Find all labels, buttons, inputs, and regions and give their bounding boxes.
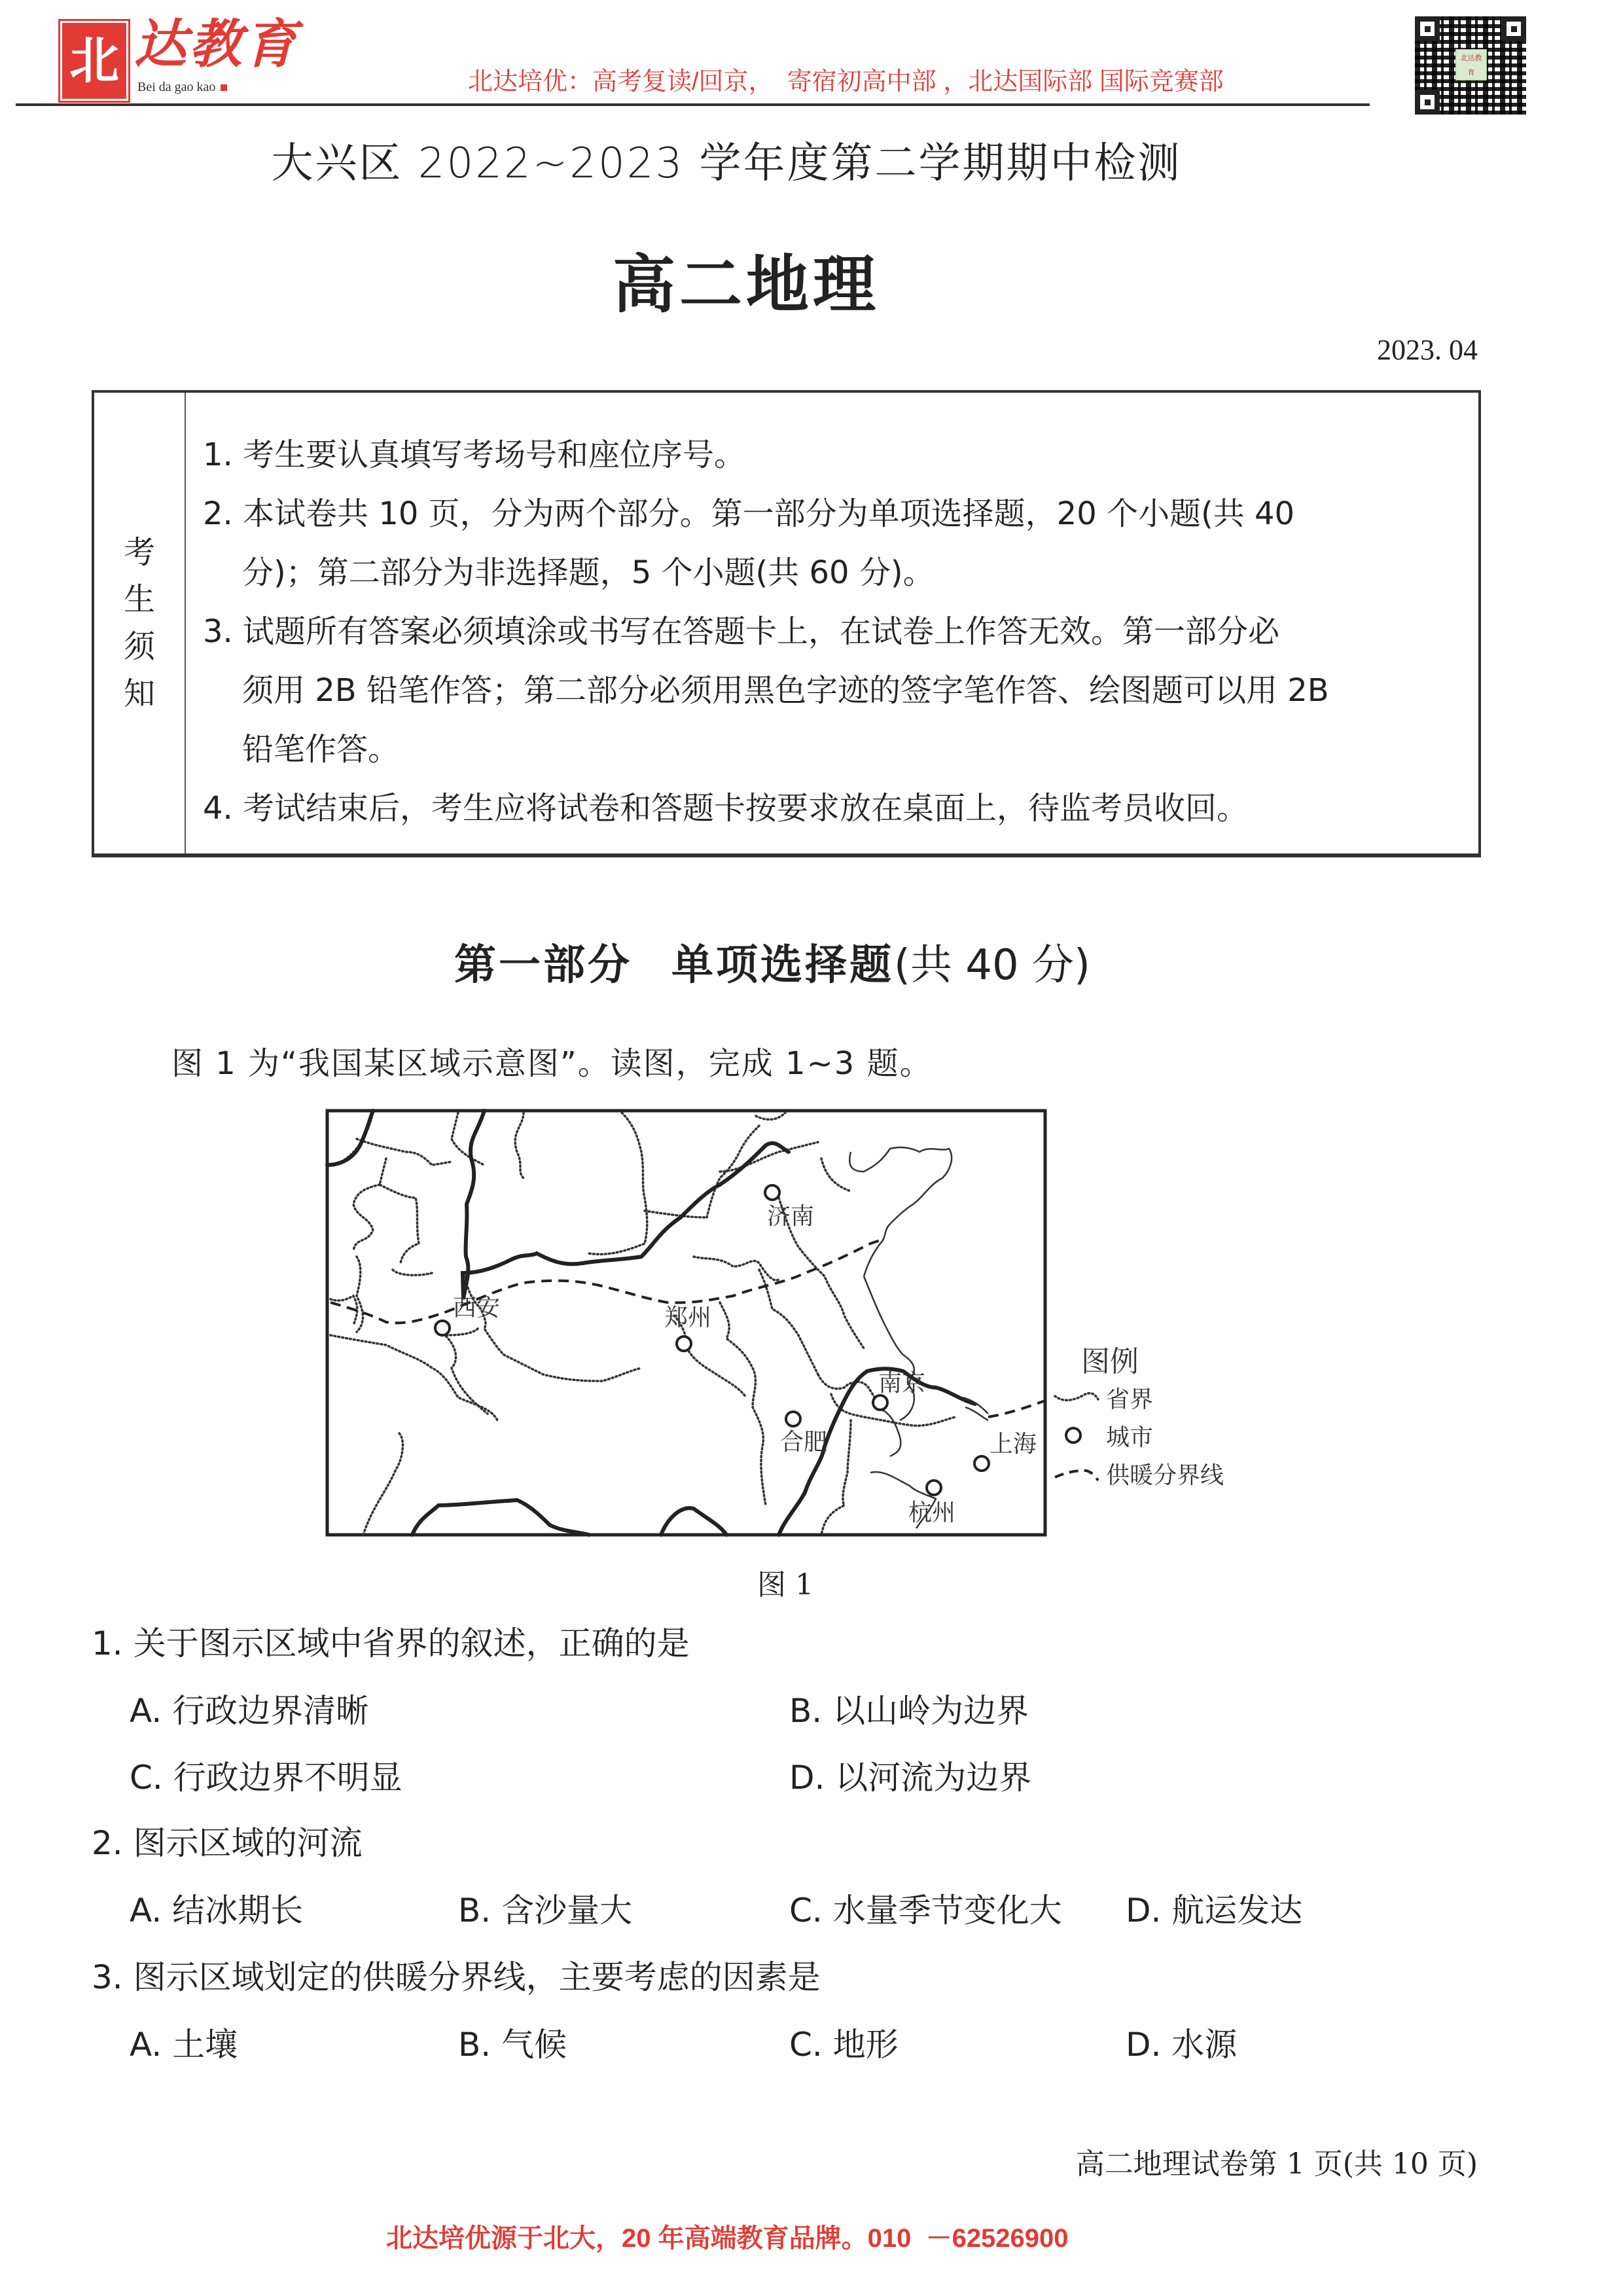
logo-text: 达教育	[134, 13, 299, 75]
city-label-shanghai: 上海	[990, 1431, 1037, 1458]
notice-label-char: 知	[123, 675, 155, 712]
notice-item-4: 4. 考试结束后，考生应将试卷和答题卡按要求放在桌面上，待监考员收回。	[203, 790, 1249, 827]
question-1-stem: 1. 关于图示区域中省界的叙述，正确的是	[92, 1624, 690, 1662]
city-label-zhengzhou: 郑州	[664, 1304, 712, 1331]
notice-box	[92, 390, 1481, 857]
notice-item-1: 1. 考生要认真填写考场号和座位序号。	[203, 437, 746, 473]
logo-dot-icon	[221, 84, 227, 91]
logo-subtitle-text: Bei da gao kao	[137, 80, 216, 94]
legend-title: 图例	[1081, 1345, 1139, 1378]
qr-center-logo: 北达教育	[1455, 49, 1487, 81]
legend-province-border: 省界	[1106, 1386, 1154, 1413]
city-label-xian: 西安	[453, 1295, 501, 1321]
question-intro: 图 1 为“我国某区域示意图”。读图，完成 1~3 题。	[171, 1045, 933, 1082]
notice-item-3-cont: 铅笔作答。	[242, 731, 400, 768]
notice-item-3: 3. 试题所有答案必须填涂或书写在答题卡上，在试卷上作答无效。第一部分必	[203, 613, 1280, 650]
city-marker-nanjing	[873, 1395, 887, 1410]
section-part: 第一部分	[454, 941, 632, 990]
city-marker-jinan	[765, 1185, 779, 1200]
section-type: 单项选择题	[671, 941, 894, 990]
question-1-option-b[interactable]: B. 以山岭为边界	[789, 1692, 1029, 1730]
exam-date: 2023. 04	[1377, 334, 1478, 366]
question-2-stem: 2. 图示区域的河流	[92, 1824, 363, 1862]
legend-heating-boundary: 供暖分界线	[1106, 1462, 1224, 1489]
city-label-jinan: 济南	[767, 1203, 815, 1230]
legend-city: 城市	[1106, 1424, 1154, 1451]
question-3-option-a[interactable]: A. 土壤	[130, 2026, 238, 2064]
question-3-stem: 3. 图示区域划定的供暖分界线，主要考虑的因素是	[92, 1958, 821, 1996]
notice-body	[203, 425, 1463, 838]
legend-heating-line-icon	[1055, 1471, 1098, 1480]
notice-label-char: 须	[123, 628, 155, 665]
city-label-nanjing: 南京	[878, 1370, 926, 1397]
city-marker-zhengzhou	[677, 1336, 691, 1351]
question-1-option-d[interactable]: D. 以河流为边界	[789, 1759, 1032, 1797]
question-2-option-c[interactable]: C. 水量季节变化大	[789, 1892, 1062, 1929]
qr-code-icon	[1415, 16, 1526, 115]
exam-title-text: 大兴区 2022~2023 学年度第二学期期中检测	[271, 139, 1182, 188]
legend-province-border-icon	[1055, 1393, 1098, 1401]
question-1-option-a[interactable]: A. 行政边界清晰	[130, 1692, 369, 1730]
question-3-option-c[interactable]: C. 地形	[789, 2026, 899, 2064]
city-label-hangzhou: 杭州	[908, 1499, 956, 1526]
page-number: 高二地理试卷第 1 页(共 10 页)	[1075, 2147, 1478, 2181]
city-marker-xian	[435, 1321, 450, 1335]
figure-caption: 图 1	[757, 1568, 813, 1602]
header-slogan: 北达培优：高考复读/回京， 寄宿初高中部 ，北达国际部 国际竞赛部	[468, 68, 1224, 96]
city-label-hefei: 合肥	[780, 1429, 828, 1456]
map-legend	[1055, 1345, 1224, 1489]
question-1-option-c[interactable]: C. 行政边界不明显	[130, 1759, 402, 1797]
question-2-option-d[interactable]: D. 航运发达	[1126, 1892, 1303, 1929]
exam-title	[0, 137, 1623, 190]
qr-finder-icon	[1501, 16, 1526, 41]
notice-item-2: 2. 本试卷共 10 页，分为两个部分。第一部分为单项选择题，20 个小题(共 40	[203, 495, 1295, 532]
question-3-option-b[interactable]: B. 气候	[458, 2026, 567, 2064]
logo-subtitle	[137, 79, 227, 96]
notice-label-char: 生	[123, 581, 155, 618]
notice-label-char: 考	[123, 534, 155, 571]
question-3-option-d[interactable]: D. 水源	[1126, 2026, 1238, 2064]
footer-advert: 北达培优源于北大，20 年高端教育品牌。010 －62526900	[386, 2224, 1069, 2253]
section-score: (共 40 分)	[893, 941, 1091, 990]
notice-item-2-cont: 分)；第二部分为非选择题，5 个小题(共 60 分)。	[242, 554, 935, 591]
qr-finder-icon	[1415, 16, 1440, 41]
notice-label	[94, 393, 186, 853]
city-marker-hefei	[786, 1412, 800, 1426]
section-heading	[0, 939, 1544, 992]
qr-finder-icon	[1415, 90, 1440, 115]
logo-char: 北	[69, 31, 119, 90]
notice-item-3-cont: 须用 2B 铅笔作答；第二部分必须用黑色字迹的签字笔作答、绘图题可以用 2B	[242, 672, 1329, 709]
question-2-option-a[interactable]: A. 结冰期长	[130, 1892, 304, 1929]
legend-city-icon	[1066, 1428, 1080, 1443]
logo-seal	[62, 23, 126, 99]
subject-title: 高二地理	[613, 248, 880, 321]
header-divider	[16, 103, 1370, 106]
city-marker-shanghai	[974, 1456, 989, 1471]
city-marker-hangzhou	[927, 1480, 941, 1495]
region-map	[321, 1106, 1276, 1545]
question-2-option-b[interactable]: B. 含沙量大	[458, 1892, 633, 1929]
